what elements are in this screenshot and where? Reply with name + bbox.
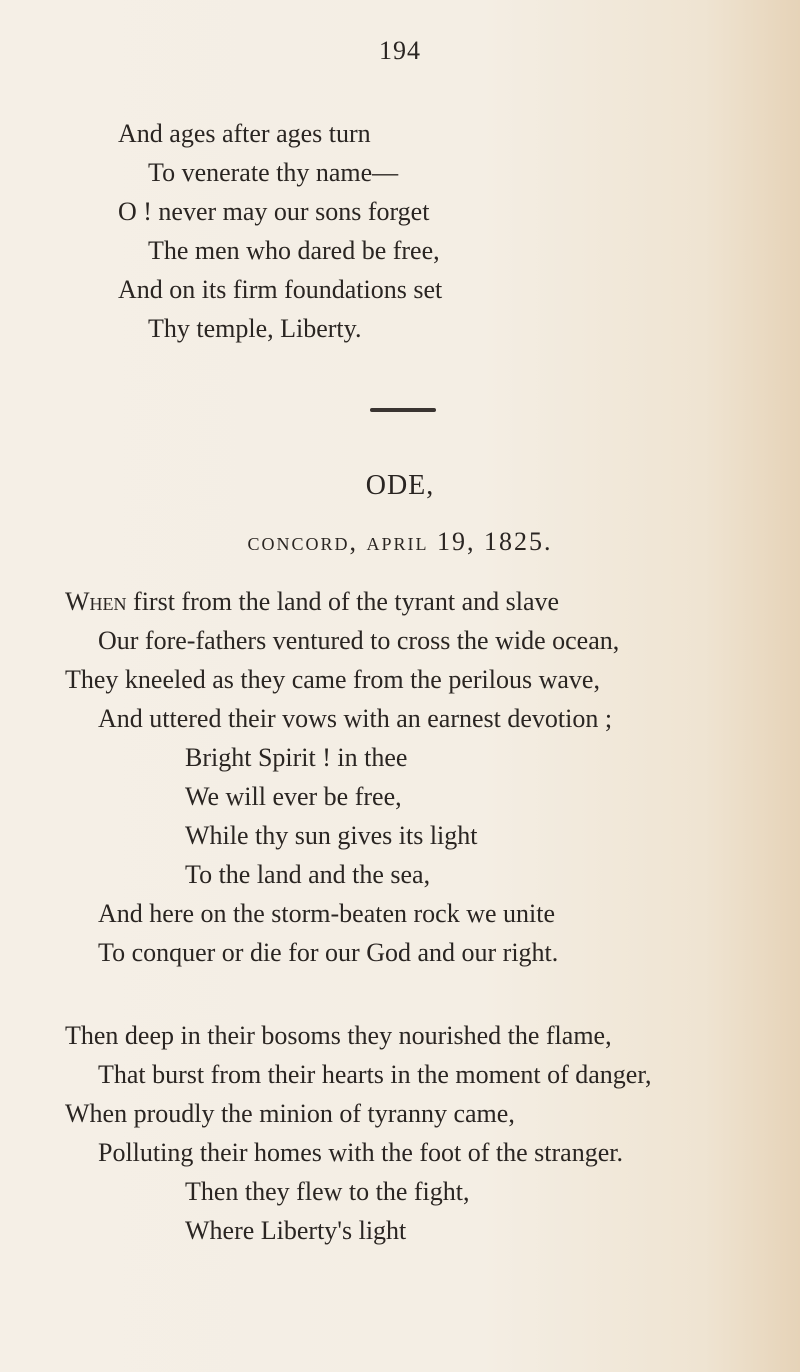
verse-line: And here on the storm-beaten rock we unite <box>98 899 556 928</box>
verse-line: Polluting their homes with the foot of the stranger. <box>98 1138 623 1167</box>
verse-line: Thy temple, Liberty. <box>148 314 362 343</box>
ode-subtitle-date: 19, 1825. <box>437 527 553 556</box>
verse-line: While thy sun gives its light <box>185 821 478 850</box>
verse-line: And on its firm foundations set <box>118 275 443 304</box>
verse-line: And uttered their vows with an earnest devotion ; <box>98 704 613 733</box>
verse-line: To conquer or die for our God and our right. <box>98 938 559 967</box>
verse-line: To venerate thy name— <box>148 158 399 187</box>
ode-subtitle <box>0 527 800 557</box>
verse-line: Where Liberty's light <box>185 1216 407 1245</box>
opening-line-rest: first from the land of the tyrant and slave <box>126 587 560 616</box>
verse-line: We will ever be free, <box>185 782 402 811</box>
verse-line: Then deep in their bosoms they nourished the flame, <box>65 1021 612 1050</box>
verse-line: O ! never may our sons forget <box>118 197 430 226</box>
verse-line: That burst from their hearts in the moment of danger, <box>98 1060 652 1089</box>
page-number: 194 <box>379 36 421 65</box>
verse-line: They kneeled as they came from the perilous wave, <box>65 665 600 694</box>
verse-line: The men who dared be free, <box>148 236 440 265</box>
ode-subtitle-place: concord, april <box>247 527 429 556</box>
section-divider <box>370 408 436 412</box>
verse-line <box>65 586 559 618</box>
verse-line: Then they flew to the fight, <box>185 1177 470 1206</box>
verse-line: To the land and the sea, <box>185 860 431 889</box>
verse-line: Bright Spirit ! in thee <box>185 743 408 772</box>
ode-title: ODE, <box>365 470 435 501</box>
verse-line: When proudly the minion of tyranny came, <box>65 1099 515 1128</box>
verse-line: Our fore-fathers ventured to cross the wide ocean, <box>98 626 620 655</box>
opening-word: When <box>65 587 127 616</box>
verse-line: And ages after ages turn <box>118 119 371 148</box>
